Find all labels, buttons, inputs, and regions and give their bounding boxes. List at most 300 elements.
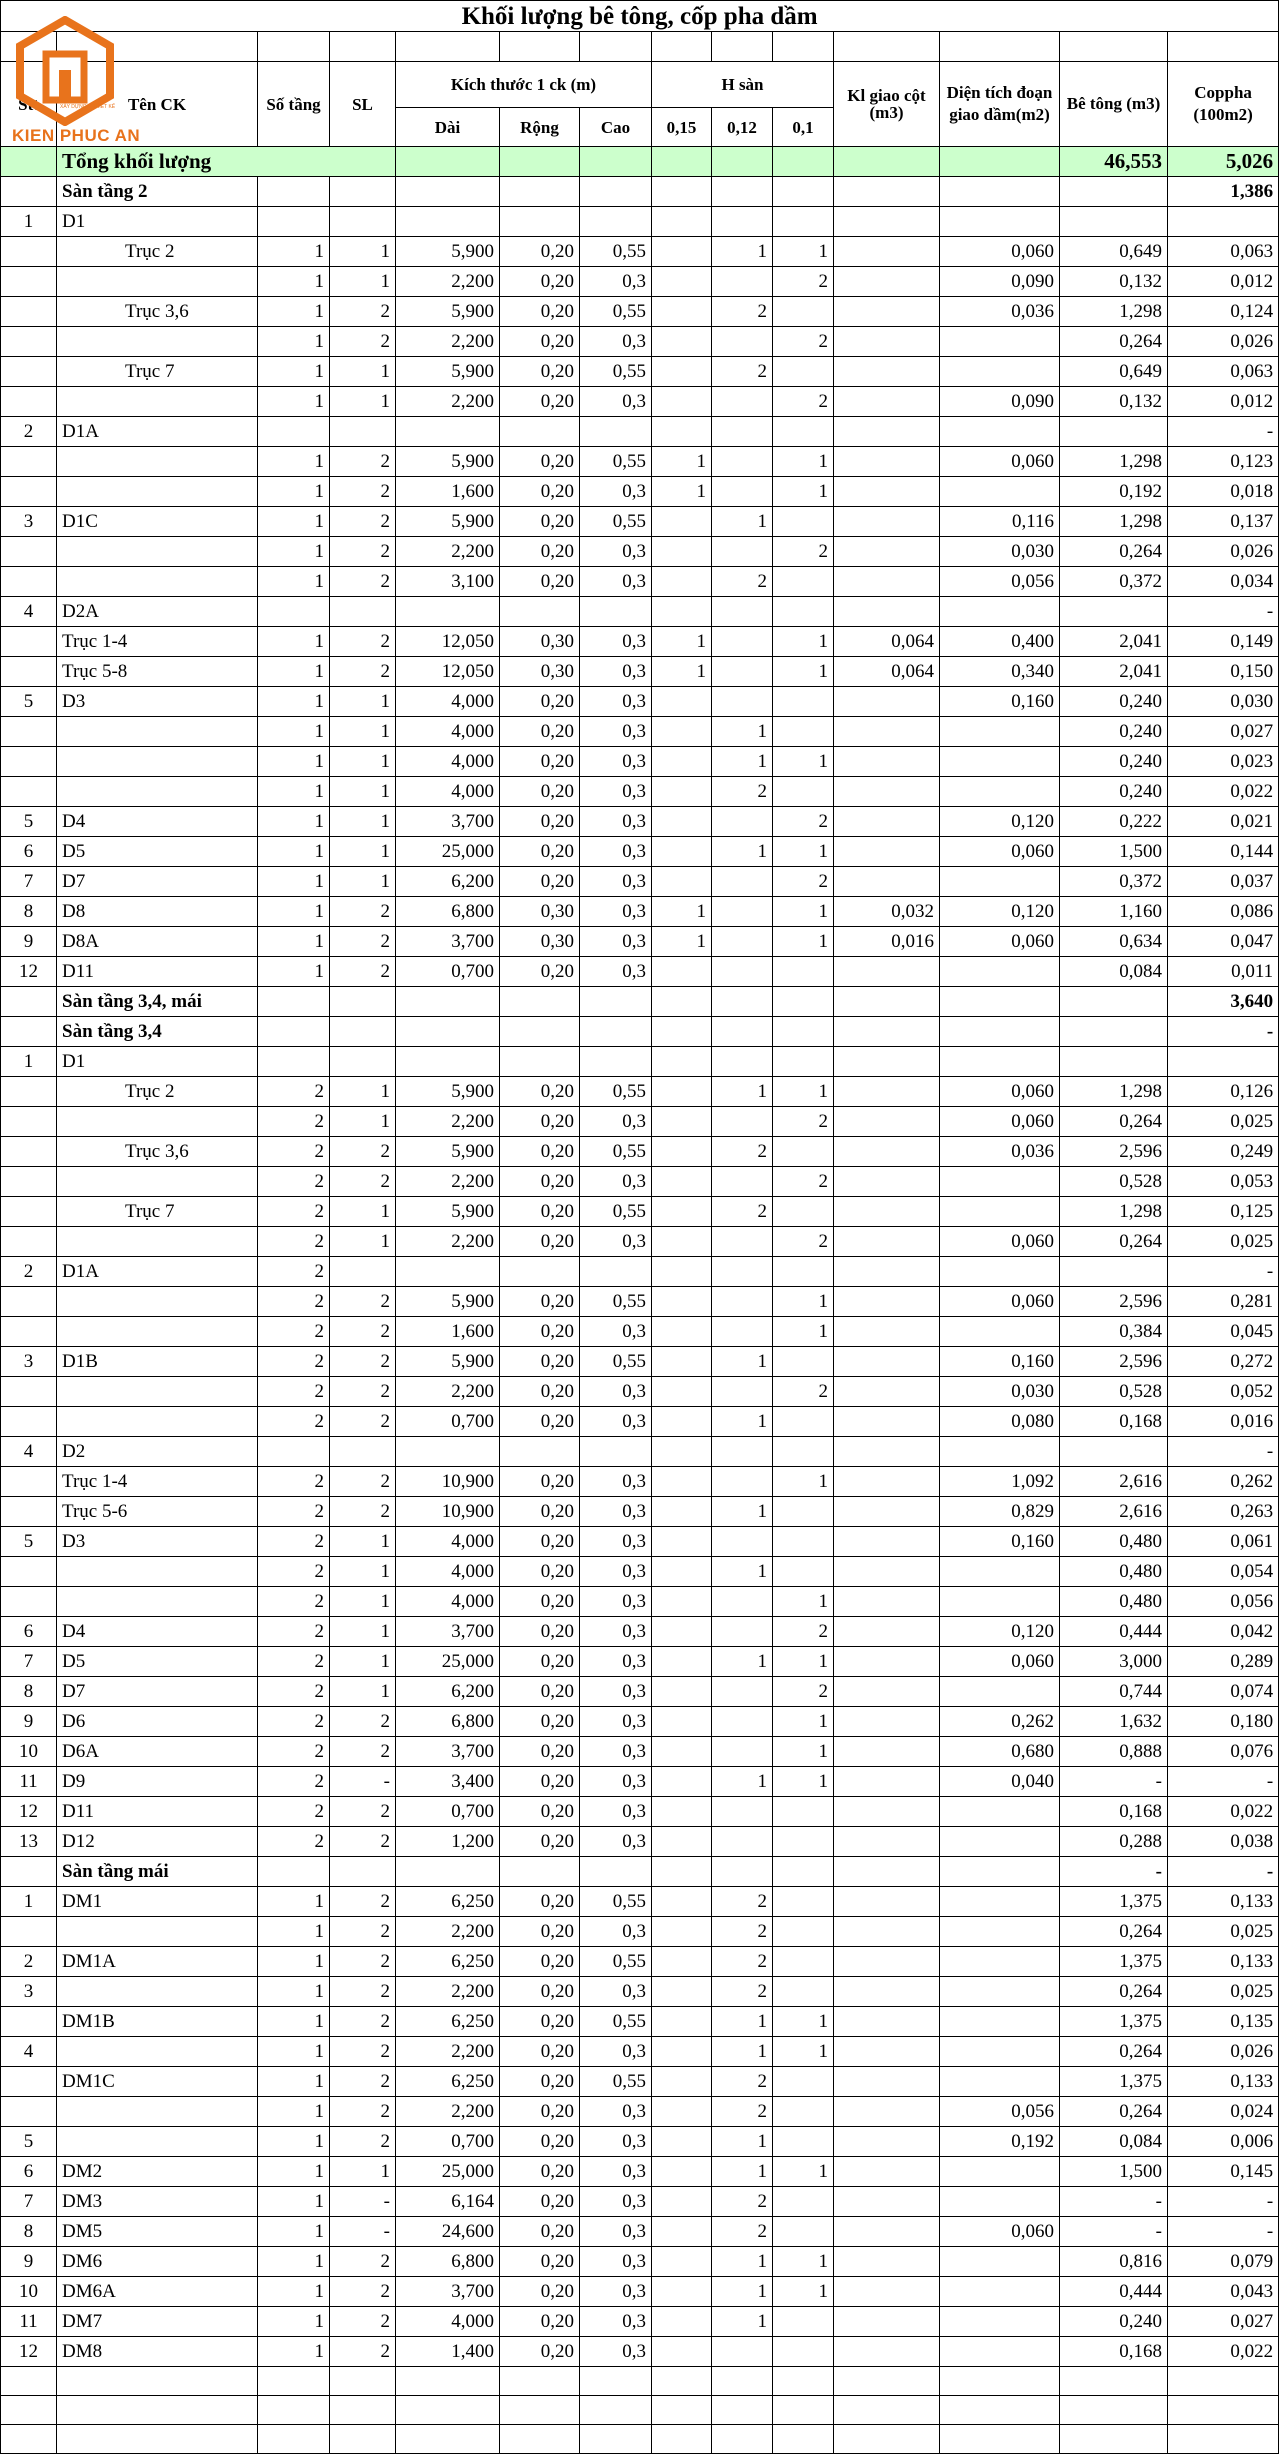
row-h01 [773, 1917, 834, 1947]
row-stt [1, 717, 57, 747]
row-coppha: 0,022 [1168, 777, 1279, 807]
row-stt: 6 [1, 2157, 57, 2187]
row-stt: 9 [1, 927, 57, 957]
row-dien-tich [940, 1437, 1060, 1467]
row-rong: 0,20 [500, 537, 580, 567]
row-coppha: 0,125 [1168, 1197, 1279, 1227]
row-be-tong: 1,375 [1060, 2067, 1168, 2097]
row-sl: 1 [330, 387, 396, 417]
row-kl-giao-cot [834, 1917, 940, 1947]
row-stt [1, 1377, 57, 1407]
row-h015 [652, 1887, 712, 1917]
row-h01 [773, 1197, 834, 1227]
table-row [1, 2037, 1279, 2067]
row-so-tang: 1 [258, 2157, 330, 2187]
row-dai: 1,600 [396, 1317, 500, 1347]
table-row [1, 597, 1279, 627]
row-dai: 25,000 [396, 837, 500, 867]
row-name [57, 747, 258, 777]
row-h01: 1 [773, 1077, 834, 1107]
table-row [1, 747, 1279, 777]
row-kl-giao-cot [834, 687, 940, 717]
row-dai: 6,164 [396, 2187, 500, 2217]
row-be-tong: 1,500 [1060, 2157, 1168, 2187]
row-dien-tich: 0,056 [940, 2097, 1060, 2127]
row-coppha: 0,272 [1168, 1347, 1279, 1377]
row-h01 [773, 2067, 834, 2097]
row-dien-tich [940, 477, 1060, 507]
row-name: DM1B [57, 2007, 258, 2037]
table-row [1, 357, 1279, 387]
row-be-tong: 2,596 [1060, 1137, 1168, 1167]
row-so-tang: 2 [258, 1227, 330, 1257]
row-stt: 11 [1, 2307, 57, 2337]
row-stt [1, 627, 57, 657]
header-h012: 0,12 [712, 108, 773, 147]
row-coppha: 0,133 [1168, 1887, 1279, 1917]
row-stt [1, 357, 57, 387]
row-dai: 3,700 [396, 1617, 500, 1647]
table-row [1, 1317, 1279, 1347]
row-h012: 2 [712, 1137, 773, 1167]
row-h015 [652, 1677, 712, 1707]
row-h015 [652, 1767, 712, 1797]
row-be-tong: 0,240 [1060, 747, 1168, 777]
row-so-tang: 1 [258, 1947, 330, 1977]
row-rong: 0,20 [500, 2277, 580, 2307]
row-dien-tich: 0,036 [940, 1137, 1060, 1167]
table-row [1, 1947, 1279, 1977]
row-stt: 9 [1, 2247, 57, 2277]
row-dien-tich: 0,060 [940, 1647, 1060, 1677]
row-rong: 0,20 [500, 1227, 580, 1257]
row-sl: 1 [330, 747, 396, 777]
row-h015 [652, 1047, 712, 1077]
row-so-tang: 2 [258, 1197, 330, 1227]
row-so-tang: 2 [258, 1677, 330, 1707]
row-sl: 2 [330, 957, 396, 987]
row-cao: 0,3 [580, 1587, 652, 1617]
row-so-tang: 1 [258, 2217, 330, 2247]
row-be-tong: 0,240 [1060, 2307, 1168, 2337]
row-be-tong: 0,264 [1060, 537, 1168, 567]
row-dien-tich: 0,120 [940, 897, 1060, 927]
row-h015 [652, 1737, 712, 1767]
row-stt [1, 237, 57, 267]
row-h012 [712, 537, 773, 567]
row-dai: 10,900 [396, 1467, 500, 1497]
row-so-tang: 1 [258, 927, 330, 957]
row-so-tang: 1 [258, 687, 330, 717]
row-so-tang: 1 [258, 477, 330, 507]
row-be-tong: 0,240 [1060, 777, 1168, 807]
row-rong: 0,30 [500, 927, 580, 957]
row-sl: 2 [330, 927, 396, 957]
row-h01 [773, 1857, 834, 1887]
row-dien-tich: 0,060 [940, 1107, 1060, 1137]
row-kl-giao-cot [834, 1887, 940, 1917]
row-cao: 0,55 [580, 1197, 652, 1227]
row-sl: - [330, 2217, 396, 2247]
table-row [1, 2127, 1279, 2157]
row-be-tong: 1,375 [1060, 2007, 1168, 2037]
row-h015 [652, 1197, 712, 1227]
row-name: D4 [57, 807, 258, 837]
row-h01: 2 [773, 327, 834, 357]
row-cao: 0,3 [580, 657, 652, 687]
row-coppha: 0,281 [1168, 1287, 1279, 1317]
row-dai: 6,250 [396, 2007, 500, 2037]
row-sl: 1 [330, 1617, 396, 1647]
row-be-tong: - [1060, 1857, 1168, 1887]
row-sl [330, 417, 396, 447]
row-cao: 0,55 [580, 1947, 652, 1977]
row-coppha: 0,074 [1168, 1677, 1279, 1707]
row-dai: 6,250 [396, 1947, 500, 1977]
row-dien-tich [940, 207, 1060, 237]
row-h012 [712, 1857, 773, 1887]
row-rong: 0,20 [500, 1947, 580, 1977]
row-dien-tich [940, 417, 1060, 447]
row-coppha: 0,135 [1168, 2007, 1279, 2037]
section-coppha: 1,386 [1168, 177, 1279, 207]
row-name [57, 1977, 258, 2007]
row-dai: 6,200 [396, 1677, 500, 1707]
row-dai: 6,800 [396, 1707, 500, 1737]
row-be-tong: 1,375 [1060, 1947, 1168, 1977]
row-h015 [652, 2277, 712, 2307]
row-name: D3 [57, 1527, 258, 1557]
row-be-tong: 1,298 [1060, 297, 1168, 327]
row-be-tong: 0,528 [1060, 1377, 1168, 1407]
table-row [1, 1797, 1279, 1827]
row-stt [1, 387, 57, 417]
row-name: Trục 2 [57, 1077, 258, 1107]
row-h012 [712, 1437, 773, 1467]
row-h01 [773, 507, 834, 537]
row-so-tang: 1 [258, 657, 330, 687]
row-so-tang: 2 [258, 1557, 330, 1587]
row-h012 [712, 627, 773, 657]
total-coppha: 5,026 [1168, 147, 1279, 177]
row-coppha: 0,012 [1168, 267, 1279, 297]
row-dai: 2,200 [396, 1917, 500, 1947]
row-sl: 1 [330, 777, 396, 807]
row-h015 [652, 2247, 712, 2277]
row-sl: 2 [330, 1407, 396, 1437]
header-sl: SL [330, 62, 396, 147]
row-kl-giao-cot [834, 417, 940, 447]
row-stt: 1 [1, 207, 57, 237]
row-sl: 2 [330, 1497, 396, 1527]
row-h01: 2 [773, 1677, 834, 1707]
row-stt [1, 2097, 57, 2127]
row-rong: 0,20 [500, 1827, 580, 1857]
row-be-tong [1060, 1047, 1168, 1077]
row-dai: 6,250 [396, 2067, 500, 2097]
row-name: D1C [57, 507, 258, 537]
row-dien-tich: 0,080 [940, 1407, 1060, 1437]
row-stt: 7 [1, 867, 57, 897]
row-kl-giao-cot: 0,016 [834, 927, 940, 957]
row-kl-giao-cot: 0,064 [834, 657, 940, 687]
row-rong: 0,20 [500, 297, 580, 327]
row-name [57, 1167, 258, 1197]
row-h01: 1 [773, 2247, 834, 2277]
table-row [1, 1917, 1279, 1947]
row-dien-tich: 0,060 [940, 837, 1060, 867]
row-rong: 0,20 [500, 267, 580, 297]
table-row [1, 537, 1279, 567]
row-kl-giao-cot [834, 1317, 940, 1347]
row-cao: 0,55 [580, 2007, 652, 2037]
row-dai: 2,200 [396, 1377, 500, 1407]
row-dai: 4,000 [396, 747, 500, 777]
row-be-tong: 3,000 [1060, 1647, 1168, 1677]
row-h01 [773, 1137, 834, 1167]
row-coppha: 0,076 [1168, 1737, 1279, 1767]
row-h01: 1 [773, 747, 834, 777]
row-be-tong: 0,264 [1060, 2037, 1168, 2067]
row-dai: 4,000 [396, 1557, 500, 1587]
row-be-tong: 2,596 [1060, 1287, 1168, 1317]
row-dai: 0,700 [396, 2127, 500, 2157]
row-sl: 2 [330, 1317, 396, 1347]
row-h01 [773, 2127, 834, 2157]
table-row [1, 417, 1279, 447]
row-stt [1, 987, 57, 1017]
row-sl: 2 [330, 1377, 396, 1407]
row-h012: 1 [712, 717, 773, 747]
row-sl: 2 [330, 507, 396, 537]
row-stt: 12 [1, 1797, 57, 1827]
row-rong: 0,20 [500, 807, 580, 837]
row-stt: 1 [1, 1887, 57, 1917]
row-h012 [712, 417, 773, 447]
row-sl: 2 [330, 1737, 396, 1767]
row-sl: 2 [330, 897, 396, 927]
row-rong: 0,30 [500, 657, 580, 687]
row-cao: 0,3 [580, 1107, 652, 1137]
row-be-tong [1060, 207, 1168, 237]
row-so-tang: 1 [258, 2307, 330, 2337]
table-row [1, 1137, 1279, 1167]
row-h01 [773, 2097, 834, 2127]
row-coppha: 0,137 [1168, 507, 1279, 537]
row-h015: 1 [652, 627, 712, 657]
row-coppha: 0,045 [1168, 1317, 1279, 1347]
row-kl-giao-cot [834, 2157, 940, 2187]
row-h015 [652, 1077, 712, 1107]
row-h015 [652, 2037, 712, 2067]
row-rong: 0,20 [500, 1377, 580, 1407]
row-cao: 0,3 [580, 867, 652, 897]
row-dai [396, 417, 500, 447]
table-row [1, 1377, 1279, 1407]
row-kl-giao-cot [834, 1677, 940, 1707]
row-sl: 2 [330, 2007, 396, 2037]
row-so-tang: 1 [258, 717, 330, 747]
row-h012: 2 [712, 1917, 773, 1947]
row-cao: 0,3 [580, 957, 652, 987]
row-coppha: 0,123 [1168, 447, 1279, 477]
row-coppha: 0,262 [1168, 1467, 1279, 1497]
row-h015 [652, 387, 712, 417]
table-row [1, 717, 1279, 747]
row-dien-tich [940, 1797, 1060, 1827]
row-kl-giao-cot [834, 1137, 940, 1167]
row-sl: 2 [330, 2067, 396, 2097]
row-kl-giao-cot [834, 357, 940, 387]
row-stt [1, 477, 57, 507]
row-h012 [712, 207, 773, 237]
row-so-tang: 2 [258, 1797, 330, 1827]
row-so-tang: 2 [258, 1317, 330, 1347]
row-cao: 0,3 [580, 1827, 652, 1857]
row-cao: 0,3 [580, 537, 652, 567]
row-stt [1, 777, 57, 807]
row-rong: 0,20 [500, 2187, 580, 2217]
row-dai: 4,000 [396, 717, 500, 747]
row-dien-tich: 0,040 [940, 1767, 1060, 1797]
row-be-tong: - [1060, 1767, 1168, 1797]
row-so-tang: 1 [258, 567, 330, 597]
row-h01 [773, 777, 834, 807]
row-h015 [652, 1527, 712, 1557]
row-h015 [652, 1797, 712, 1827]
row-h01: 1 [773, 1737, 834, 1767]
row-dien-tich: 0,036 [940, 297, 1060, 327]
row-dai: 0,700 [396, 957, 500, 987]
row-sl: 2 [330, 2277, 396, 2307]
row-h01 [773, 1257, 834, 1287]
row-kl-giao-cot [834, 1737, 940, 1767]
row-stt [1, 1107, 57, 1137]
row-kl-giao-cot [834, 387, 940, 417]
table-row [1, 1707, 1279, 1737]
row-name [57, 327, 258, 357]
row-kl-giao-cot [834, 747, 940, 777]
row-so-tang: 1 [258, 2127, 330, 2157]
row-coppha: 0,144 [1168, 837, 1279, 867]
row-stt: 6 [1, 837, 57, 867]
row-dien-tich [940, 2187, 1060, 2217]
row-coppha: - [1168, 597, 1279, 627]
row-rong: 0,20 [500, 2127, 580, 2157]
row-be-tong: 0,384 [1060, 1317, 1168, 1347]
row-h012 [712, 927, 773, 957]
row-h012 [712, 897, 773, 927]
row-dai: 5,900 [396, 297, 500, 327]
table-row [1, 1767, 1279, 1797]
table-row [1, 927, 1279, 957]
section-coppha: - [1168, 1017, 1279, 1047]
row-sl: 1 [330, 357, 396, 387]
row-dien-tich: 0,090 [940, 267, 1060, 297]
row-rong: 0,20 [500, 2097, 580, 2127]
row-coppha: 0,012 [1168, 387, 1279, 417]
row-cao [580, 417, 652, 447]
row-so-tang: 1 [258, 627, 330, 657]
row-kl-giao-cot [834, 1497, 940, 1527]
row-coppha: 0,023 [1168, 747, 1279, 777]
row-dien-tich [940, 1977, 1060, 2007]
total-row [1, 147, 1279, 177]
total-be-tong: 46,553 [1060, 147, 1168, 177]
row-h015 [652, 1437, 712, 1467]
row-dai: 2,200 [396, 1227, 500, 1257]
table-row [1, 1737, 1279, 1767]
row-so-tang [258, 417, 330, 447]
row-be-tong: 1,500 [1060, 837, 1168, 867]
row-cao: 0,55 [580, 1887, 652, 1917]
row-h012: 1 [712, 2307, 773, 2337]
row-rong: 0,20 [500, 1287, 580, 1317]
row-name [57, 477, 258, 507]
row-be-tong: - [1060, 2187, 1168, 2217]
table-row [1, 867, 1279, 897]
row-so-tang: 1 [258, 357, 330, 387]
row-cao: 0,3 [580, 2127, 652, 2157]
row-be-tong: 0,888 [1060, 1737, 1168, 1767]
row-h012: 2 [712, 2097, 773, 2127]
row-name: DM1A [57, 1947, 258, 1977]
row-h012 [712, 1707, 773, 1737]
row-dai: 5,900 [396, 1287, 500, 1317]
row-kl-giao-cot [834, 267, 940, 297]
row-sl: 1 [330, 2157, 396, 2187]
row-dien-tich [940, 2157, 1060, 2187]
row-name [57, 1377, 258, 1407]
row-coppha: 0,056 [1168, 1587, 1279, 1617]
row-dien-tich [940, 747, 1060, 777]
row-h01: 1 [773, 2007, 834, 2037]
table-row [1, 1647, 1279, 1677]
row-coppha: 0,150 [1168, 657, 1279, 687]
table-row [1, 897, 1279, 927]
row-coppha: 0,047 [1168, 927, 1279, 957]
row-h01 [773, 597, 834, 627]
row-coppha: 0,180 [1168, 1707, 1279, 1737]
row-kl-giao-cot [834, 1437, 940, 1467]
row-rong: 0,20 [500, 1347, 580, 1377]
row-kl-giao-cot [834, 207, 940, 237]
row-h012 [712, 597, 773, 627]
row-h015 [652, 717, 712, 747]
row-h01: 1 [773, 837, 834, 867]
row-stt: 4 [1, 1437, 57, 1467]
row-coppha: - [1168, 1767, 1279, 1797]
row-dai: 4,000 [396, 1587, 500, 1617]
row-kl-giao-cot [834, 537, 940, 567]
row-sl: 2 [330, 537, 396, 567]
row-rong: 0,30 [500, 897, 580, 927]
table-row [1, 2187, 1279, 2217]
row-kl-giao-cot [834, 1077, 940, 1107]
row-name: D4 [57, 1617, 258, 1647]
row-kl-giao-cot [834, 2277, 940, 2307]
row-coppha: 0,145 [1168, 2157, 1279, 2187]
row-dai: 12,050 [396, 627, 500, 657]
row-h012 [712, 657, 773, 687]
row-stt [1, 1167, 57, 1197]
row-kl-giao-cot [834, 1827, 940, 1857]
row-stt [1, 2007, 57, 2037]
row-dai [396, 1257, 500, 1287]
row-dien-tich [940, 2247, 1060, 2277]
row-stt [1, 1077, 57, 1107]
table-row [1, 567, 1279, 597]
